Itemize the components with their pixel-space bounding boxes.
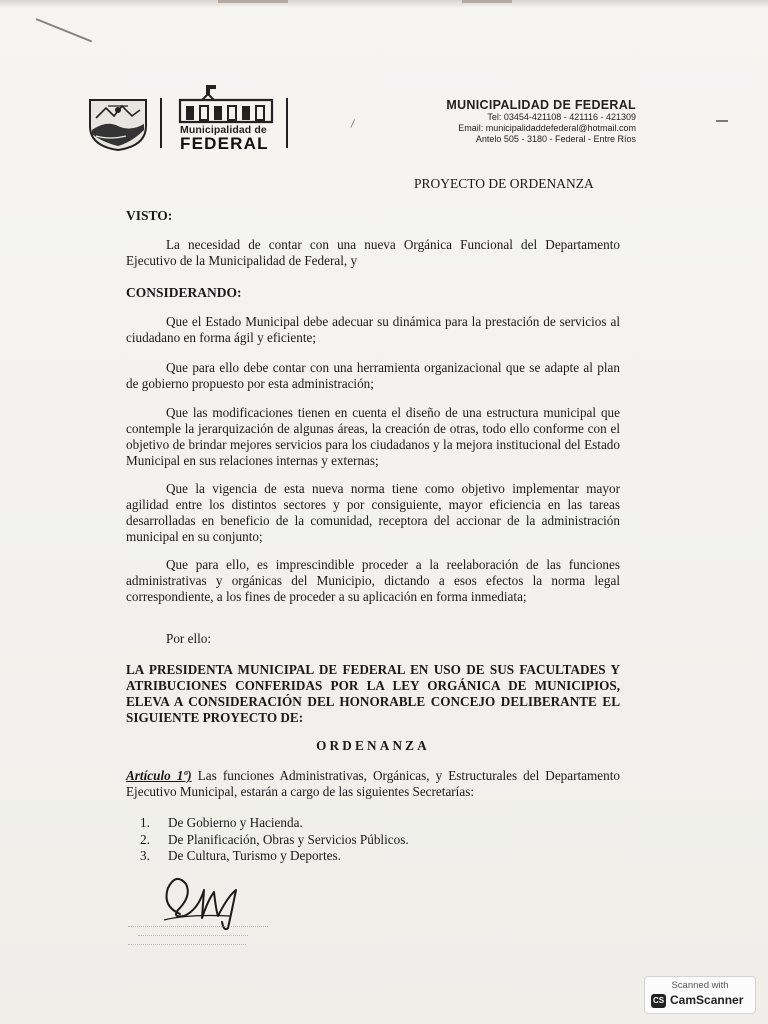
- camscanner-logo-icon: CS: [651, 994, 666, 1008]
- list-item-text: De Cultura, Turismo y Deportes.: [168, 848, 341, 863]
- ordenanza-title: ORDENANZA: [316, 738, 430, 753]
- considerando-paragraph: Que las modificaciones tienen en cuenta el diseño de una estructura municipal que contemple la jerarquización de algunas áreas, la creación de otras, todo ello conforme con el objetivo de brindar mejores servicios para los ciudadanos y la mejora institucional del Estado Municipal en sus relaciones internas y externas;: [126, 405, 620, 468]
- list-item-number: 2.: [140, 831, 150, 847]
- article-1-text: Las funciones Administrativas, Orgánicas, y Estructurales del Departamento Ejecutivo Municipal, estarán a cargo de las siguientes Secretarías:: [126, 768, 620, 799]
- scan-mark: [462, 0, 512, 3]
- camscanner-name: CamScanner: [670, 993, 744, 1007]
- list-item-text: De Gobierno y Hacienda.: [168, 815, 303, 830]
- header-divider: [286, 98, 288, 148]
- list-item-number: 3.: [140, 848, 150, 863]
- org-phone: Tel: 03454-421108 - 421116 - 421309: [487, 112, 636, 122]
- scan-edge-shadow: [0, 0, 768, 8]
- resolution-paragraph: LA PRESIDENTA MUNICIPAL DE FEDERAL EN USO DE SUS FACULTADES Y ATRIBUCIONES CONFERIDAS POR LA LEY ORGÁNICA DE MUNICIPIOS, ELEVA A CONSIDERACIÓN DEL HONORABLE CONCEJO DELIBERANTE EL SIGUIENTE PROYECTO DE:: [126, 662, 620, 725]
- secretarias-list: [140, 815, 409, 865]
- pen-tick: [350, 119, 359, 130]
- org-name: MUNICIPALIDAD DE FEDERAL: [446, 98, 636, 112]
- considerando-paragraph: Que la vigencia de esta nueva norma tiene como objetivo implementar mayor agilidad entre los distintos sectores y por consiguiente, mayor eficiencia en las tareas desarrolladas en beneficio de la comunidad, receptora del accionar de la administración municipal en su conjunto;: [126, 481, 620, 544]
- logo-subtitle: Municipalidad de: [180, 124, 267, 136]
- margin-dash: [716, 120, 728, 122]
- org-address: Antelo 505 - 3180 - Federal - Entre Ríos: [475, 134, 636, 144]
- article-1-label: Artículo 1º): [126, 768, 192, 783]
- list-item: [140, 848, 409, 865]
- considerando-paragraph: Que el Estado Municipal debe adecuar su dinámica para la prestación de servicios al ciudadano en forma ágil y eficiente;: [126, 314, 620, 345]
- document-title: PROYECTO DE ORDENANZA: [414, 176, 594, 191]
- article-1: [126, 768, 620, 800]
- considerando-paragraph: Que para ello, es imprescindible proceder a la reelaboración de las funciones administrativas y orgánicas del Municipio, dictando a esos efectos la norma legal correspondiente, a los fines de proceder a su aplicación en forma inmediata;: [126, 557, 620, 604]
- list-item-number: 1.: [140, 815, 150, 830]
- list-item: [140, 815, 409, 832]
- camscanner-watermark: [644, 976, 756, 1014]
- considerando-paragraph: Que para ello debe contar con una herramienta organizacional que se adapte al plan de gobierno propuesto por esta administración;: [126, 360, 620, 391]
- list-item-text: De Planificación, Obras y Servicios Públicos.: [168, 831, 409, 847]
- scan-mark: [218, 0, 288, 3]
- letterhead-contact: [446, 98, 636, 145]
- faded-stamp: [128, 918, 268, 945]
- por-ello-text: Por ello:: [166, 631, 212, 646]
- list-item: [140, 832, 409, 849]
- visto-paragraph: La necesidad de contar con una nueva Orgánica Funcional del Departamento Ejecutivo de la Municipalidad de Federal, y: [126, 237, 620, 268]
- pen-mark: [36, 18, 92, 42]
- logo-title: FEDERAL: [180, 134, 269, 153]
- org-email: Email: municipalidaddefederal@hotmail.com: [458, 123, 636, 133]
- scanned-with-label: Scanned with: [671, 980, 729, 991]
- header-divider: [160, 98, 162, 148]
- municipal-crest-icon: [86, 96, 150, 152]
- considerando-heading: CONSIDERANDO:: [126, 285, 242, 300]
- visto-heading: VISTO:: [126, 208, 173, 223]
